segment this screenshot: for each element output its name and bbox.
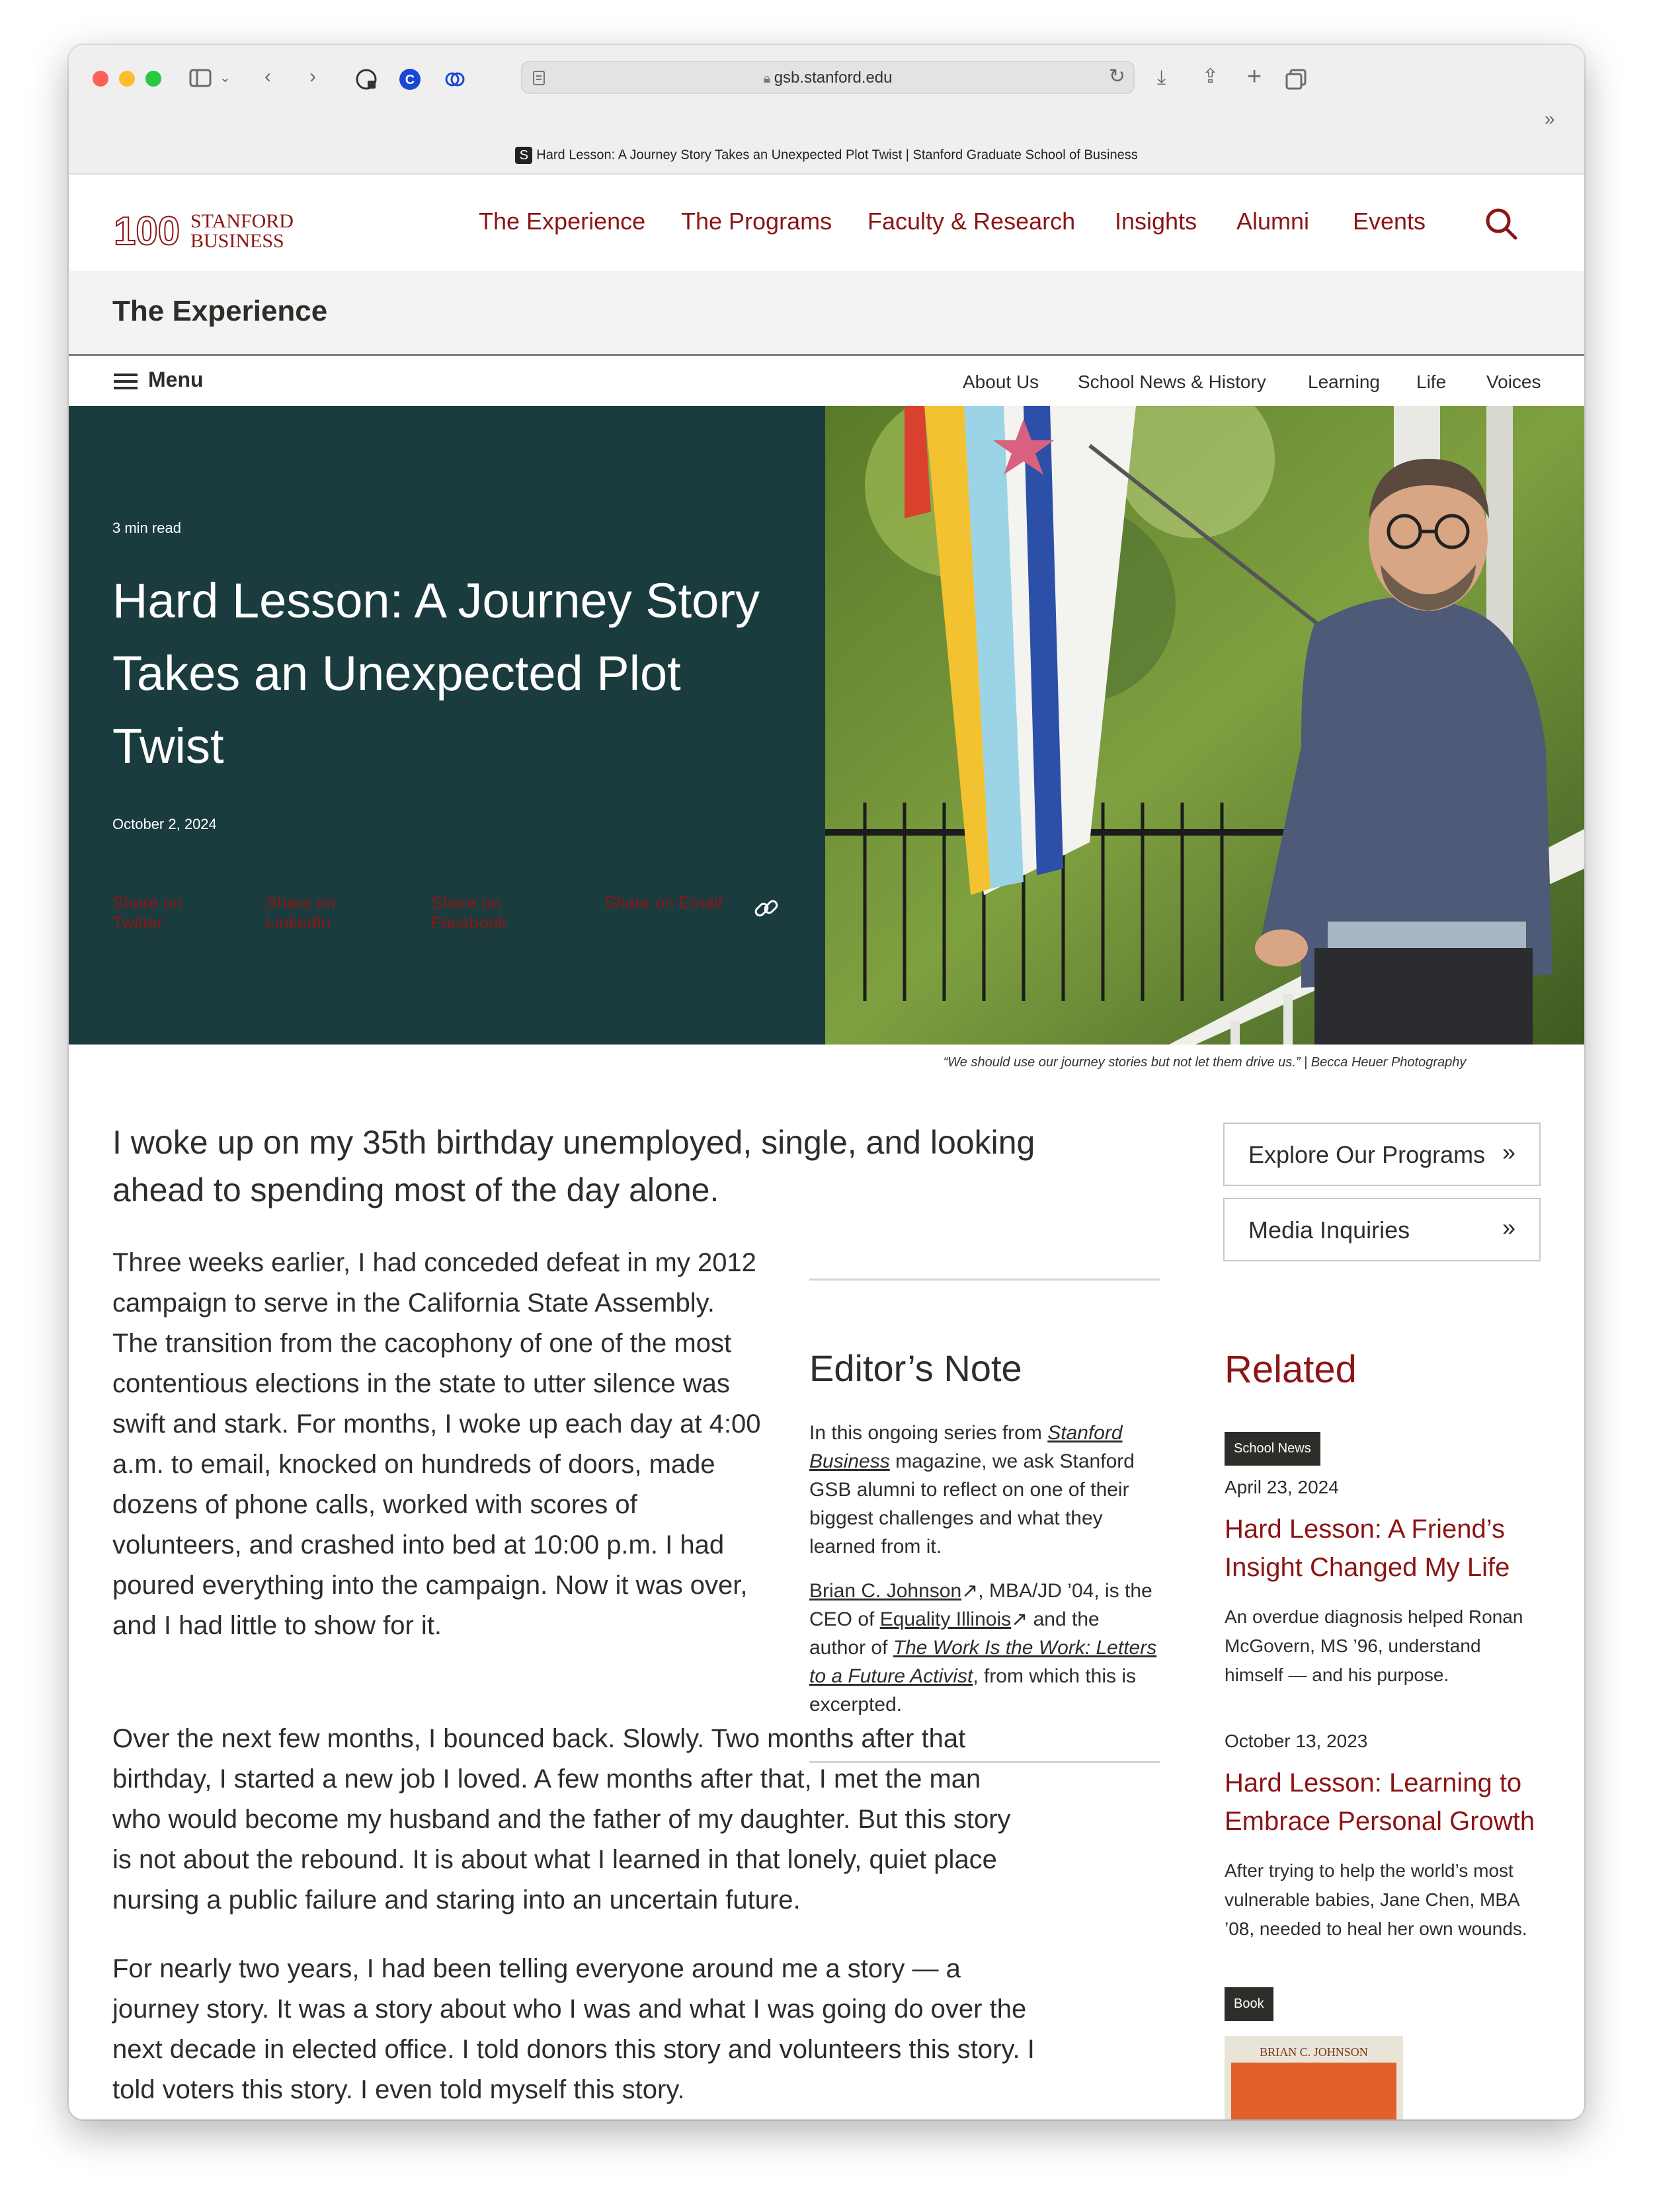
site-header <box>69 175 1584 273</box>
minimize-window-button[interactable] <box>119 71 135 87</box>
close-window-button[interactable] <box>93 71 108 87</box>
related-date: October 13, 2023 <box>1225 1731 1368 1751</box>
browser-window <box>69 45 1584 2119</box>
nav-the-programs[interactable]: The Programs <box>681 208 832 235</box>
extension-c-icon[interactable] <box>398 67 422 91</box>
section-title: The Experience <box>112 295 328 327</box>
share-linkedin-link[interactable]: Share on LinkedIn <box>266 892 336 932</box>
editors-note-author: Brian C. Johnson↗, MBA/JD ’04, is the CEO of Equality Illinois↗ and the author of The Work Is the Work: Letters to a Future Activist, from which this is excerpted. <box>809 1580 1157 1716</box>
copy-link-icon[interactable] <box>752 895 780 923</box>
subnav-voices[interactable]: Voices <box>1486 372 1541 392</box>
browser-toolbar <box>69 45 1584 175</box>
cta-label: Explore Our Programs <box>1248 1141 1486 1168</box>
nav-insights[interactable]: Insights <box>1115 208 1197 235</box>
article-lede: I woke up on my 35th birthday unemployed, single, and looking ahead to spending most of the day alone. <box>112 1124 1035 1208</box>
media-inquiries-button[interactable] <box>1223 1198 1541 1261</box>
svg-text:C: C <box>405 73 415 87</box>
hero-panel <box>69 406 825 1045</box>
subnav-school-news-history[interactable]: School News & History <box>1078 372 1266 392</box>
related-heading: Related <box>1225 1348 1357 1391</box>
logo-text-top: STANFORD <box>190 210 294 232</box>
search-icon[interactable] <box>1484 206 1519 242</box>
section-header <box>69 271 1584 356</box>
book-author-text: BRIAN C. JOHNSON <box>1260 2045 1368 2059</box>
zoom-window-button[interactable] <box>145 71 161 87</box>
article-paragraph: Three weeks earlier, I had conceded defeat in my 2012 campaign to serve in the California State Assembly. The transition from the cacophony of one of the most contentious elections in the state to utter silence was swift and stark. For months, I woke up each day at 4:00 a.m. to email, knocked on hundreds of doors, made dozens of phone calls, worked with scores of volunteers, and crashed into bed at 10:00 p.m. I had poured everything into the campaign. Now it was over, and I had little to show for it. <box>112 1248 761 1640</box>
extension-link-icon[interactable] <box>443 67 467 91</box>
nav-the-experience[interactable]: The Experience <box>479 208 646 235</box>
publication-link[interactable]: Stanford Business <box>809 1422 1123 1472</box>
subnav-life[interactable]: Life <box>1416 372 1447 392</box>
lock-icon: 🔒︎ <box>763 71 774 86</box>
new-tab-icon[interactable]: + <box>1247 63 1262 91</box>
share-facebook-link[interactable]: Share on Facebook <box>431 892 507 932</box>
article-date: October 2, 2024 <box>112 816 217 832</box>
share-email-link[interactable]: Share on Email <box>604 892 722 912</box>
menu-label: Menu <box>148 368 204 391</box>
share-twitter-link[interactable]: Share on Twitter <box>112 892 182 932</box>
double-chevron-right-icon: » <box>1502 1138 1515 1165</box>
editors-note-intro: In this ongoing series from Stanford Business magazine, we ask Stanford GSB alumni to reflect on one of their biggest challenges and what they learned from it. <box>809 1422 1135 1558</box>
book-link[interactable]: The Work Is the Work: Letters to a Future Activist <box>809 1637 1157 1687</box>
password-extension-icon[interactable] <box>354 67 378 91</box>
tab-bar <box>69 139 1584 172</box>
subnav-about-us[interactable]: About Us <box>963 372 1039 392</box>
book-badge: Book <box>1225 1987 1273 2021</box>
download-icon[interactable]: ⤓ <box>1157 67 1166 89</box>
explore-programs-button[interactable] <box>1223 1123 1541 1186</box>
read-time: 3 min read <box>112 520 181 536</box>
related-description: An overdue diagnosis helped Ronan McGovern, MS ’96, understand himself — and his purpose. <box>1225 1606 1523 1685</box>
reload-icon[interactable]: ↻ <box>1108 65 1125 87</box>
related-title-link[interactable]: Hard Lesson: Learning to Embrace Personal Growth <box>1225 1768 1535 1836</box>
hero-photo <box>825 406 1584 1045</box>
related-title-link[interactable]: Hard Lesson: A Friend’s Insight Changed My Life <box>1225 1515 1510 1582</box>
sidebar-icon[interactable] <box>188 66 214 90</box>
logo-text-bottom: BUSINESS <box>190 230 284 252</box>
more-tabs-icon[interactable]: » <box>1545 108 1555 129</box>
article-paragraph-text: Over the next few months, I bounced back. Slowly. Two months after that birthday, I started a new job I loved. A few months after that, I met the man who would become my husband and the father of my daughter. But this story is not about the rebound. It is about what I learned in that lonely, quiet place nursing a public failure and staring into an uncertain future. <box>112 1724 1011 1915</box>
subnav-learning[interactable]: Learning <box>1308 372 1380 392</box>
nav-alumni[interactable]: Alumni <box>1236 208 1310 235</box>
book-cover-image[interactable] <box>1225 2036 1403 2119</box>
section-subnav <box>69 356 1584 406</box>
portrait-image <box>825 406 1584 1045</box>
active-tab[interactable] <box>69 147 1584 164</box>
address-bar[interactable] <box>521 61 1135 94</box>
back-icon[interactable]: ‹ <box>264 65 271 87</box>
chevron-down-icon[interactable]: ⌄ <box>220 71 231 85</box>
external-link-icon: ↗ <box>961 1580 979 1602</box>
double-chevron-right-icon: » <box>1502 1214 1515 1241</box>
share-icon[interactable]: ⇪ <box>1202 65 1219 87</box>
editors-note <box>809 1279 1160 1763</box>
logo-number: 100 <box>114 209 181 253</box>
url-text: 🔒︎ gsb.stanford.edu <box>763 69 893 87</box>
nav-faculty-research[interactable]: Faculty & Research <box>867 208 1076 235</box>
stanford-business-logo[interactable] <box>114 208 325 254</box>
photo-caption: “We should use our journey stories but not let them drive us.” | Becca Heuer Photography <box>943 1055 1467 1070</box>
article-paragraph: For nearly two years, I had been telling everyone around me a story — a journey story. It was a story about who I was and what I was going do over the next decade in elected office. I told donors this story and volunteers this story. I told voters this story. I even told myself this story. <box>112 1954 1035 2104</box>
menu-button[interactable] <box>112 368 204 392</box>
article-title: Hard Lesson: A Journey Story Takes an Unexpected Plot Twist <box>112 573 760 773</box>
tab-title: Hard Lesson: A Journey Story Takes an Unexpected Plot Twist | Stanford Graduate School of Business <box>536 147 1138 163</box>
hamburger-icon <box>112 372 139 391</box>
org-link[interactable]: Equality Illinois <box>879 1608 1012 1630</box>
category-badge: School News <box>1225 1432 1320 1466</box>
cta-label: Media Inquiries <box>1248 1216 1410 1244</box>
author-link[interactable]: Brian C. Johnson <box>809 1580 962 1602</box>
related-date: April 23, 2024 <box>1225 1477 1339 1497</box>
tab-overview-icon[interactable] <box>1284 67 1308 91</box>
forward-icon[interactable]: › <box>309 65 316 87</box>
favicon-icon: S <box>515 147 532 164</box>
external-link-icon: ↗ <box>1011 1608 1028 1630</box>
nav-events[interactable]: Events <box>1353 208 1426 235</box>
related-description: After trying to help the world’s most vulnerable babies, Jane Chen, MBA ’08, needed to heal her own wounds. <box>1225 1860 1527 1939</box>
editors-note-heading: Editor’s Note <box>809 1347 1022 1389</box>
